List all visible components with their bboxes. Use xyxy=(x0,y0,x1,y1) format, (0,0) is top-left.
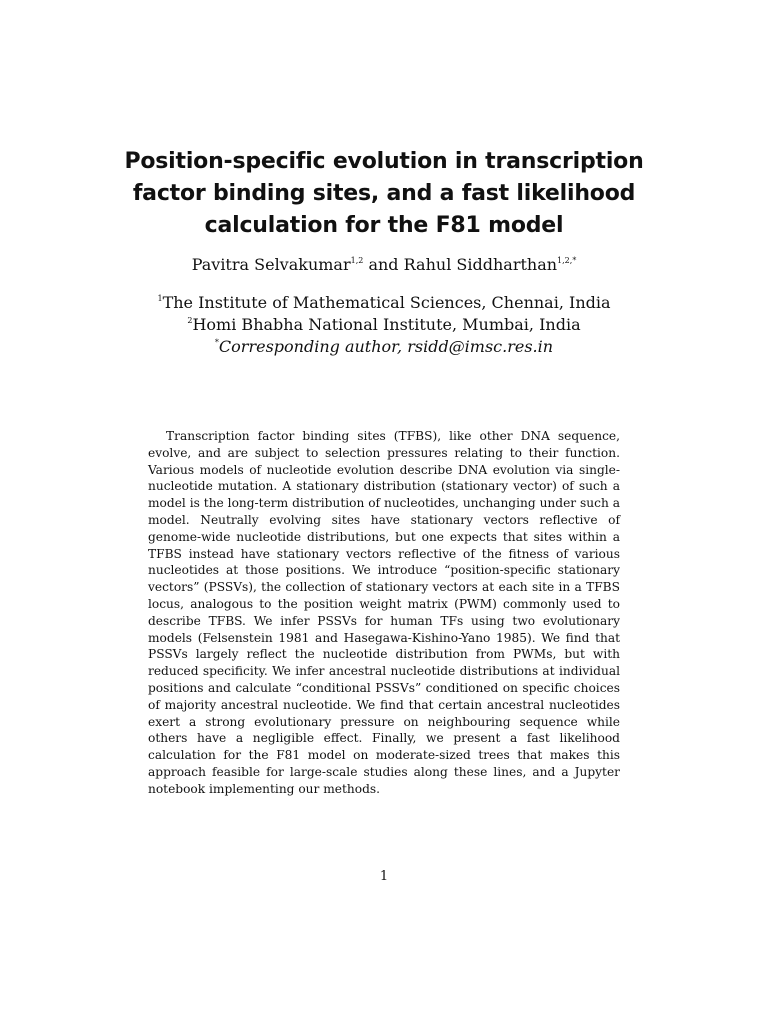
author-name: Pavitra Selvakumar xyxy=(191,255,351,274)
title-line-1: Position-specific evolution in transcription xyxy=(124,149,644,174)
corresponding-mark: * xyxy=(214,337,219,347)
author-affiliation-mark: 1,2 xyxy=(350,255,364,265)
affiliation-item xyxy=(100,314,668,336)
corresponding-author-text: Corresponding author, rsidd@imsc.res.in xyxy=(218,337,554,356)
affiliation-mark: 1 xyxy=(157,293,163,303)
title-line-2: factor binding sites, and a fast likelihood xyxy=(132,181,636,206)
affiliation-text: Homi Bhabha National Institute, Mumbai, India xyxy=(192,315,581,334)
author-affiliation-mark: 1,2,* xyxy=(557,255,577,265)
title-line-3: calculation for the F81 model xyxy=(204,213,564,238)
page-number: 1 xyxy=(379,869,389,884)
author-list xyxy=(100,254,668,276)
author-connector: and xyxy=(368,255,399,274)
corresponding-author xyxy=(100,336,668,358)
paper-title xyxy=(100,146,668,242)
author-name: Rahul Siddharthan xyxy=(403,255,558,274)
affiliation-item xyxy=(100,292,668,314)
affiliation-mark: 2 xyxy=(187,315,193,325)
affiliation-text: The Institute of Mathematical Sciences, Chennai, India xyxy=(162,293,611,312)
affiliation-list xyxy=(100,292,668,358)
abstract: Transcription factor binding sites (TFBS), like other DNA sequence, evolve, and are subject to selection pressures relating to their function. Various models of nucleotide evolution describe DNA evolution via single-nucleotide mutation. A stationary distribution (stationary vector) of such a model is the long-term distribution of nucleotides, unchanging under such a model. Neutrally evolving sites have stationary vectors reflective of genome-wide nucleotide distributions, but one expects that sites within a TFBS instead have stationary vectors reflective of the fitness of various nucleotides at those positions. We introduce “position-specific stationary vectors” (PSSVs), the collection of stationary vectors at each site in a TFBS locus, analogous to the position weight matrix (PWM) commonly used to describe TFBS. We infer PSSVs for human TFs using two evolutionary models (Felsenstein 1981 and Hasegawa-Kishino-Yano 1985). We find that PSSVs largely reflect the nucleotide distribution from PWMs, but with reduced specificity. We infer ancestral nucleotide distributions at individual positions and calculate “conditional PSSVs” conditioned on specific choices of majority ancestral nucleotide. We find that certain ancestral nucleotides exert a strong evolutionary pressure on neighbouring sequence while others have a negligible effect. Finally, we present a fast likelihood calculation for the F81 model on moderate-sized trees that makes this approach feasible for large-scale studies along these lines, and a Jupyter notebook implementing our methods. xyxy=(148,429,620,796)
